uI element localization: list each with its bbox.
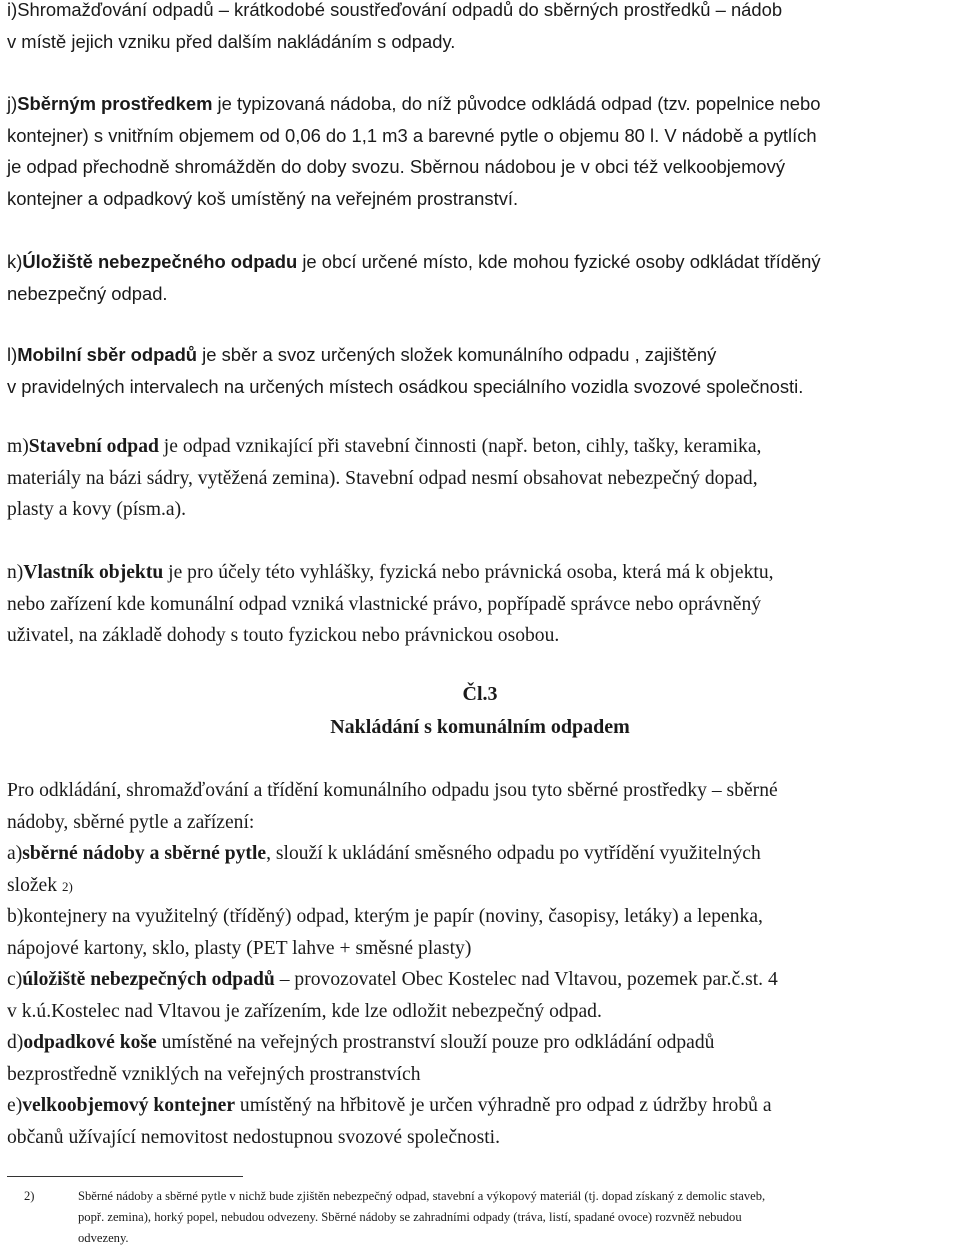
item-e-text-1: umístěný na hřbitově je určen výhradně pro odpad z údržby hrobů a bbox=[235, 1095, 772, 1116]
item-a-line-2 bbox=[7, 870, 953, 902]
definition-n-line-1 bbox=[7, 557, 953, 589]
item-d-prefix: d) bbox=[7, 1032, 24, 1053]
item-d-text-1: umístěné na veřejných prostranství slouží pouze pro odkládání odpadů bbox=[156, 1032, 715, 1053]
item-e-term: velkoobjemový kontejner bbox=[22, 1095, 236, 1116]
item-b-line-2: nápojové kartony, sklo, plasty (PET lahve + směsné plasty) bbox=[7, 937, 472, 959]
definition-i-prefix: i) bbox=[7, 0, 18, 20]
definition-k-line-1 bbox=[7, 246, 953, 278]
footnote-number: 2) bbox=[24, 1189, 35, 1203]
definition-l-text-1: je sběr a svoz určených složek komunálního odpadu , zajištěný bbox=[197, 344, 717, 365]
item-a-line-1 bbox=[7, 838, 953, 870]
item-a-text-2: složek bbox=[7, 874, 62, 896]
footnote-separator bbox=[7, 1176, 243, 1177]
definition-i-line-2: v místě jejich vzniku před dalším nakládáním s odpady. bbox=[7, 30, 456, 52]
definition-m-line-3: plasty a kovy (písm.a). bbox=[7, 499, 187, 520]
footnote-reference[interactable]: 2) bbox=[61, 878, 73, 894]
footnote-line-2: popř. zemina), horký popel, nebudou odvezeny. Sběrné nádoby se zahradními odpady (tráva, listí, spadané ovoce) rozvněž nebudou bbox=[78, 1210, 742, 1224]
item-a-text-1: , slouží k ukládání směsného odpadu po vytřídění využitelných bbox=[266, 843, 761, 864]
item-c-prefix: c) bbox=[7, 969, 23, 990]
definition-m-line-2: materiály na bázi sádry, vytěžená zemina). Stavební odpad nesmí obsahovat nebezpečný dopad, bbox=[7, 467, 758, 489]
definition-j-line-2: kontejner) s vnitřním objemem od 0,06 do 1,1 m3 a barevné pytle o objemu 80 l. V nádobě a pytlích bbox=[7, 124, 817, 146]
section-intro-line-1: Pro odkládání, shromažďování a třídění komunálního odpadu jsou tyto sběrné prostředky – sběrné bbox=[7, 780, 778, 801]
definition-k bbox=[7, 246, 953, 309]
section-list bbox=[7, 775, 953, 1153]
definition-n-text-1: je pro účely této vyhlášky, fyzická nebo právnická osoba, která má k objektu, bbox=[163, 562, 774, 583]
item-a-term: sběrné nádoby a sběrné pytle bbox=[22, 843, 267, 864]
article-number: Čl.3 bbox=[462, 683, 498, 705]
definition-j bbox=[7, 88, 953, 214]
definition-n-term: Vlastník objektu bbox=[23, 562, 164, 583]
definition-m-term: Stavební odpad bbox=[28, 436, 159, 457]
footnote bbox=[24, 1186, 953, 1249]
footnote-line-1: Sběrné nádoby a sběrné pytle v nichž bude zjištěn nebezpečný odpad, stavební a výkopový materiál (tj. dopad získaný z demolic staveb, bbox=[78, 1189, 766, 1203]
footnote-line-3: odvezeny. bbox=[78, 1231, 129, 1245]
definition-n bbox=[7, 557, 953, 652]
definition-k-prefix: k) bbox=[7, 251, 23, 272]
definition-m-line-1 bbox=[7, 431, 953, 463]
section-intro-line-2: nádoby, sběrné pytle a zařízení: bbox=[7, 811, 255, 833]
item-e-prefix: e) bbox=[7, 1095, 23, 1116]
item-c-line-2: v k.ú.Kostelec nad Vltavou je zařízením, kde lze odložit nebezpečný odpad. bbox=[7, 1000, 602, 1022]
definition-m-prefix: m) bbox=[7, 436, 29, 457]
definition-j-line-3: je odpad přechodně shromážděn do doby svozu. Sběrnou nádobou je v obci též velkoobjemový bbox=[7, 156, 786, 177]
item-b-line-1: b)kontejnery na využitelný (tříděný) odpad, kterým je papír (noviny, časopisy, letáky) a lepenka, bbox=[7, 906, 763, 927]
article-title: Nakládání s komunálním odpadem bbox=[330, 716, 630, 738]
item-d-line-1 bbox=[7, 1027, 953, 1059]
definition-l-prefix: l) bbox=[7, 344, 18, 365]
definition-j-prefix: j) bbox=[7, 93, 18, 114]
item-d-term: odpadkové koše bbox=[23, 1032, 157, 1053]
definition-k-term: Úložiště nebezpečného odpadu bbox=[22, 251, 298, 272]
definition-n-line-3: uživatel, na základě dohody s touto fyzickou nebo právnickou osobou. bbox=[7, 625, 560, 646]
item-e-line-2: občanů užívající nemovitost nedostupnou svozové společnosti. bbox=[7, 1126, 501, 1148]
definition-l-line-2: v pravidelných intervalech na určených místech osádkou speciálního vozidla svozové společnosti. bbox=[7, 375, 804, 397]
definition-n-line-2: nebo zařízení kde komunální odpad vzniká vlastnické právo, popřípadě správce nebo oprávněný bbox=[7, 593, 762, 615]
definition-i-text-1: Shromažďování odpadů – krátkodobé soustřeďování odpadů do sběrných prostředků – nádob bbox=[17, 0, 783, 20]
definition-n-prefix: n) bbox=[7, 562, 24, 583]
definition-j-text-1: je typizovaná nádoba, do níž původce odkládá odpad (tzv. popelnice nebo bbox=[212, 93, 821, 114]
definition-l-line-1 bbox=[7, 339, 953, 371]
definition-j-term: Sběrným prostředkem bbox=[17, 93, 213, 114]
item-d-line-2: bezprostředně vzniklých na veřejných prostranstvích bbox=[7, 1063, 421, 1085]
definition-j-line-4: kontejner a odpadkový koš umístěný na veřejném prostranství. bbox=[7, 187, 519, 209]
definition-k-line-2: nebezpečný odpad. bbox=[7, 282, 168, 304]
item-c-text-1: – provozovatel Obec Kostelec nad Vltavou, pozemek par.č.st. 4 bbox=[274, 969, 778, 990]
item-c-term: úložiště nebezpečných odpadů bbox=[22, 969, 275, 990]
definition-l bbox=[7, 339, 953, 402]
definition-i-line-1 bbox=[7, 0, 953, 26]
item-e-line-1 bbox=[7, 1090, 953, 1122]
definition-m-text-1: je odpad vznikající při stavební činnosti (např. beton, cihly, tašky, keramika, bbox=[158, 436, 762, 457]
definition-l-term: Mobilní sběr odpadů bbox=[17, 344, 198, 365]
item-a-prefix: a) bbox=[7, 843, 23, 864]
definition-j-line-1 bbox=[7, 88, 953, 120]
footnote-text bbox=[38, 1186, 953, 1249]
item-c-line-1 bbox=[7, 964, 953, 996]
definition-k-text-1: je obcí určené místo, kde mohou fyzické osoby odkládat tříděný bbox=[297, 251, 821, 272]
definition-i bbox=[7, 0, 953, 57]
definition-m bbox=[7, 431, 953, 526]
